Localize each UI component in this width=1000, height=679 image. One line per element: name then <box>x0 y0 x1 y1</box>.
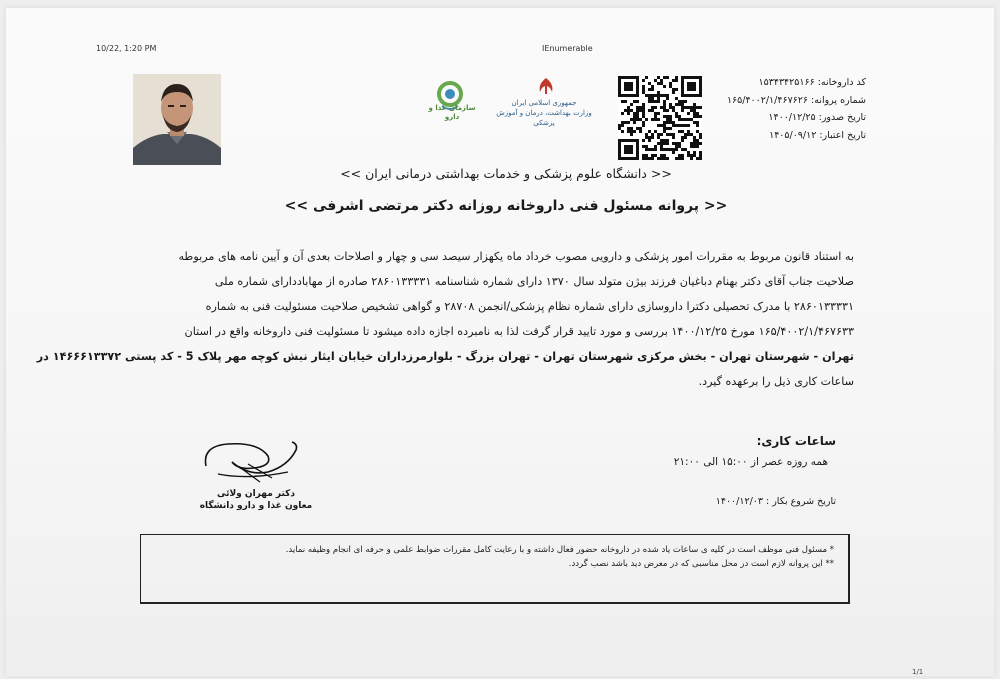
signer-title: معاون غذا و دارو دانشگاه <box>199 501 313 511</box>
valid-date: تاریخ اعتبار: ۱۴۰۵/۰۹/۱۲ <box>769 129 866 141</box>
print-page-title: IEnumerable <box>542 44 593 53</box>
notes-box <box>140 534 850 604</box>
qr-code <box>618 76 702 160</box>
working-hours-title: ساعات کاری: <box>756 434 836 448</box>
print-datetime: 10/22, 1:20 PM <box>96 44 157 53</box>
body-line: ۱۶۵/۴۰۰۲/۱/۴۶۷۶۳۳ مورخ ۱۴۰۰/۱۲/۲۵ بررسی و مورد تایید قرار گرفت لذا به نامبرده اجازه داده میشود تا مسئولیت فنی داروخانه واقع در استان <box>184 325 854 338</box>
license-body <box>36 244 854 394</box>
signature <box>198 436 308 488</box>
body-line: ساعات کاری ذیل را برعهده گیرد. <box>698 375 854 388</box>
signer-block <box>176 488 336 512</box>
signer-name: دکتر مهران ولائی <box>216 489 296 499</box>
issue-date: تاریخ صدور: ۱۴۰۰/۱۲/۲۵ <box>768 112 866 123</box>
license-document <box>6 8 994 676</box>
note-2: ** این پروانه لازم است در محل مناسبی که در معرض دید باشد نصب گردد. <box>568 559 834 569</box>
license-title: << پروانه مسئول فنی داروخانه روزانه دکتر مرتضی اشرفی >> <box>284 198 728 214</box>
holder-photo <box>133 74 221 165</box>
start-date: تاریخ شروع بکار : ۱۴۰۰/۱۲/۰۳ <box>715 496 836 507</box>
body-line: به استناد قانون مربوط به مقررات امور پزشکی و دارویی مصوب خرداد ماه یکهزار سیصد سی و چهار و اصلاحات بعدی آن و آیین نامه های مربوطه <box>178 250 854 263</box>
license-meta <box>726 74 866 144</box>
license-number: شماره پروانه: ۱۶۵/۴۰۰۲/۱/۴۶۷۶۲۶ <box>726 94 866 106</box>
ministry-name-line1: جمهوری اسلامی ایران <box>511 99 577 107</box>
university-heading: << دانشگاه علوم پزشکی و خدمات بهداشتی درمانی ایران >> <box>340 166 672 181</box>
pharmacy-code: کد داروخانه: ۱۵۳۴۳۴۲۵۱۶۶ <box>758 77 866 88</box>
fda-logo-text: سازمان غذا و دارو <box>428 104 476 121</box>
ministry-name-line2: وزارت بهداشت، درمان و آموزش پزشکی <box>496 109 592 127</box>
ministry-logo-text <box>492 98 596 128</box>
working-hours-text: همه روزه عصر از ۱۵:۰۰ الی ۲۱:۰۰ <box>673 456 828 468</box>
body-line: صلاحیت جناب آقای دکتر بهنام دباغیان فرزند بیژن متولد سال ۱۳۷۰ دارای شماره شناسنامه ۲۸۶۰۱۳۳۳۳۱ صادره از مهاباددارای شماره ملی <box>214 275 854 288</box>
body-line: ۲۸۶۰۱۳۳۳۳۱ با مدرک تحصیلی دکترا داروسازی دارای شماره نظام پزشکی/انجمن ۲۸۷۰۸ و گواهی تشخیص صلاحیت مسئولیت فنی به شماره <box>205 300 854 313</box>
body-line: تهران - شهرستان تهران - بخش مرکزی شهرستان تهران - تهران بزرگ - بلوارمرزداران خیابان ایثار نبش کوچه مهر پلاک 5 - کد پستی ۱۴۶۶۶۱۳۳۷۲ در <box>36 350 854 363</box>
note-1: * مسئول فنی موظف است در کلیه ی ساعات یاد شده در داروخانه حضور فعال داشته و با رعایت کامل مقررات ضوابط علمی و حرفه ای انجام وظیفه نماید. <box>285 545 834 555</box>
page-number: 1/1 <box>912 668 924 676</box>
